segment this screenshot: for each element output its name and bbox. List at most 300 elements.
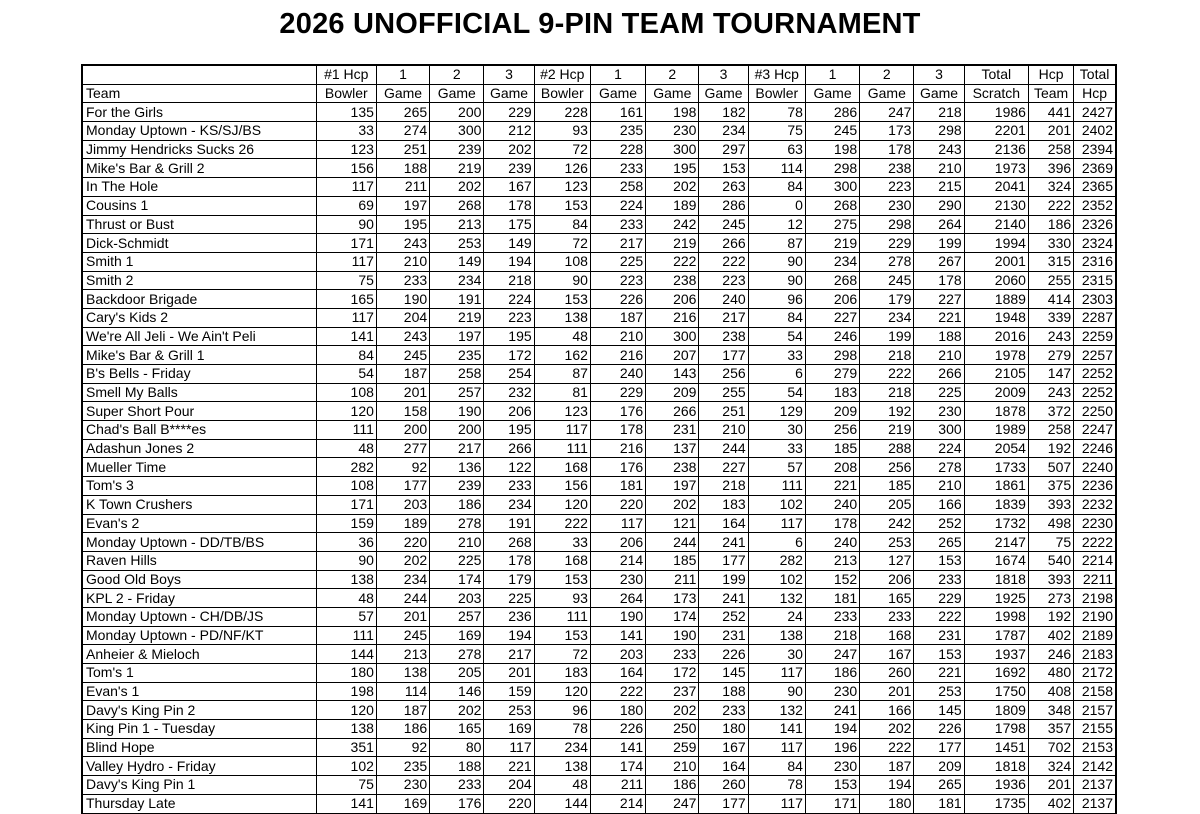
score-cell: 233	[430, 776, 484, 795]
score-cell: 168	[860, 626, 914, 645]
score-cell: 238	[699, 327, 748, 346]
score-cell: 255	[699, 383, 748, 402]
score-cell: 257	[430, 607, 484, 626]
score-cell: 121	[646, 514, 699, 533]
score-cell: 172	[646, 664, 699, 683]
score-cell: 162	[534, 346, 590, 365]
score-cell: 117	[484, 738, 534, 757]
score-cell: 202	[860, 720, 914, 739]
score-cell: 167	[860, 645, 914, 664]
score-cell: 144	[316, 645, 376, 664]
score-cell: 197	[646, 477, 699, 496]
score-cell: 222	[590, 682, 645, 701]
table-row	[82, 290, 1116, 309]
team-name-cell: Evan's 1	[82, 682, 316, 701]
score-cell: 216	[590, 346, 645, 365]
score-cell: 1732	[964, 514, 1028, 533]
score-cell: 2303	[1074, 290, 1116, 309]
score-cell: 2105	[964, 365, 1028, 384]
score-cell: 153	[534, 290, 590, 309]
score-cell: 93	[534, 122, 590, 141]
score-cell: 234	[430, 271, 484, 290]
score-cell: 290	[914, 196, 964, 215]
score-cell: 233	[590, 215, 645, 234]
score-cell: 132	[748, 589, 805, 608]
score-cell: 147	[1028, 365, 1073, 384]
column-header: Game	[914, 84, 964, 103]
column-header: 1	[590, 65, 645, 84]
score-cell: 197	[376, 196, 429, 215]
score-cell: 2365	[1074, 178, 1116, 197]
score-cell: 187	[860, 757, 914, 776]
score-cell: 242	[860, 514, 914, 533]
score-cell: 258	[430, 365, 484, 384]
score-cell: 2222	[1074, 533, 1116, 552]
table-row	[82, 439, 1116, 458]
score-cell: 169	[376, 794, 429, 813]
team-name-cell: Monday Uptown - KS/SJ/BS	[82, 122, 316, 141]
score-cell: 48	[534, 776, 590, 795]
score-cell: 54	[316, 365, 376, 384]
score-cell: 225	[430, 551, 484, 570]
score-cell: 145	[699, 664, 748, 683]
score-cell: 2155	[1074, 720, 1116, 739]
score-cell: 2183	[1074, 645, 1116, 664]
score-cell: 141	[748, 720, 805, 739]
score-cell: 194	[484, 252, 534, 271]
score-cell: 278	[914, 458, 964, 477]
score-cell: 171	[316, 234, 376, 253]
column-header: Team	[82, 84, 316, 103]
table-row	[82, 252, 1116, 271]
score-cell: 177	[699, 346, 748, 365]
score-cell: 498	[1028, 514, 1073, 533]
score-cell: 251	[699, 402, 748, 421]
score-cell: 75	[1028, 533, 1073, 552]
table-row	[82, 776, 1116, 795]
team-name-cell: Davy's King Pin 2	[82, 701, 316, 720]
score-cell: 372	[1028, 402, 1073, 421]
team-name-cell: Thursday Late	[82, 794, 316, 813]
score-cell: 228	[590, 140, 645, 159]
table-row	[82, 607, 1116, 626]
score-cell: 191	[484, 514, 534, 533]
team-name-cell: Jimmy Hendricks Sucks 26	[82, 140, 316, 159]
score-cell: 2247	[1074, 421, 1116, 440]
score-cell: 141	[316, 327, 376, 346]
score-cell: 702	[1028, 738, 1073, 757]
team-name-cell: Monday Uptown - CH/DB/JS	[82, 607, 316, 626]
score-cell: 258	[1028, 140, 1073, 159]
score-cell: 222	[914, 607, 964, 626]
score-cell: 167	[699, 738, 748, 757]
score-cell: 2287	[1074, 308, 1116, 327]
score-cell: 149	[484, 234, 534, 253]
score-cell: 213	[805, 551, 859, 570]
column-header: Game	[376, 84, 429, 103]
score-cell: 268	[484, 533, 534, 552]
team-name-cell: Mike's Bar & Grill 2	[82, 159, 316, 178]
score-cell: 256	[860, 458, 914, 477]
team-name-cell: Mike's Bar & Grill 1	[82, 346, 316, 365]
table-row	[82, 514, 1116, 533]
score-cell: 192	[860, 402, 914, 421]
score-cell: 152	[805, 570, 859, 589]
score-cell: 396	[1028, 159, 1073, 178]
score-cell: 357	[1028, 720, 1073, 739]
score-cell: 138	[316, 570, 376, 589]
score-cell: 6	[748, 533, 805, 552]
score-cell: 108	[316, 383, 376, 402]
score-cell: 263	[699, 178, 748, 197]
score-cell: 1692	[964, 664, 1028, 683]
score-cell: 211	[590, 776, 645, 795]
team-name-cell: Good Old Boys	[82, 570, 316, 589]
score-cell: 226	[590, 290, 645, 309]
score-cell: 1989	[964, 421, 1028, 440]
score-cell: 253	[430, 234, 484, 253]
score-cell: 279	[1028, 346, 1073, 365]
column-header: Game	[484, 84, 534, 103]
score-cell: 214	[590, 794, 645, 813]
score-cell: 96	[534, 701, 590, 720]
score-cell: 202	[376, 551, 429, 570]
score-cell: 111	[316, 626, 376, 645]
score-cell: 393	[1028, 495, 1073, 514]
score-cell: 213	[430, 215, 484, 234]
score-cell: 275	[805, 215, 859, 234]
score-cell: 2016	[964, 327, 1028, 346]
score-cell: 72	[534, 234, 590, 253]
score-cell: 30	[748, 645, 805, 664]
score-cell: 239	[430, 477, 484, 496]
score-cell: 241	[699, 589, 748, 608]
score-cell: 215	[914, 178, 964, 197]
team-name-cell: Valley Hydro - Friday	[82, 757, 316, 776]
score-cell: 195	[484, 421, 534, 440]
score-cell: 166	[860, 701, 914, 720]
score-cell: 266	[484, 439, 534, 458]
score-cell: 177	[376, 477, 429, 496]
score-cell: 218	[805, 626, 859, 645]
score-cell: 2259	[1074, 327, 1116, 346]
score-cell: 153	[805, 776, 859, 795]
score-cell: 231	[646, 421, 699, 440]
score-cell: 189	[646, 196, 699, 215]
score-cell: 240	[590, 365, 645, 384]
score-cell: 205	[860, 495, 914, 514]
score-cell: 111	[316, 421, 376, 440]
score-cell: 2394	[1074, 140, 1116, 159]
score-cell: 186	[805, 664, 859, 683]
column-header: 1	[376, 65, 429, 84]
score-cell: 117	[316, 178, 376, 197]
team-name-cell: Dick-Schmidt	[82, 234, 316, 253]
score-cell: 186	[646, 776, 699, 795]
score-cell: 117	[316, 308, 376, 327]
score-cell: 156	[316, 159, 376, 178]
score-cell: 222	[534, 514, 590, 533]
score-cell: 224	[914, 439, 964, 458]
team-name-cell: We're All Jeli - We Ain't Peli	[82, 327, 316, 346]
score-cell: 282	[316, 458, 376, 477]
score-cell: 169	[430, 626, 484, 645]
team-name-cell: Chad's Ball B****es	[82, 421, 316, 440]
score-cell: 2158	[1074, 682, 1116, 701]
score-cell: 2147	[964, 533, 1028, 552]
score-cell: 153	[914, 551, 964, 570]
score-cell: 209	[805, 402, 859, 421]
score-cell: 117	[590, 514, 645, 533]
column-header: Scratch	[964, 84, 1028, 103]
score-cell: 268	[805, 196, 859, 215]
score-cell: 208	[805, 458, 859, 477]
score-cell: 178	[484, 551, 534, 570]
score-cell: 48	[316, 439, 376, 458]
score-cell: 1973	[964, 159, 1028, 178]
score-cell: 132	[748, 701, 805, 720]
score-cell: 2230	[1074, 514, 1116, 533]
score-cell: 161	[590, 103, 645, 122]
page-title: 2026 UNOFFICIAL 9-PIN TEAM TOURNAMENT	[279, 8, 921, 40]
score-cell: 84	[316, 346, 376, 365]
team-name-cell: King Pin 1 - Tuesday	[82, 720, 316, 739]
table-row	[82, 533, 1116, 552]
standings-table	[81, 64, 1117, 814]
score-cell: 164	[699, 514, 748, 533]
score-cell: 256	[805, 421, 859, 440]
score-cell: 258	[590, 178, 645, 197]
table-body	[82, 103, 1116, 813]
score-cell: 1787	[964, 626, 1028, 645]
score-cell: 205	[430, 664, 484, 683]
score-cell: 268	[430, 196, 484, 215]
score-cell: 223	[484, 308, 534, 327]
score-cell: 108	[316, 477, 376, 496]
score-cell: 257	[430, 383, 484, 402]
score-cell: 69	[316, 196, 376, 215]
score-cell: 239	[430, 140, 484, 159]
score-cell: 219	[430, 308, 484, 327]
score-cell: 224	[484, 290, 534, 309]
score-cell: 224	[590, 196, 645, 215]
score-cell: 1809	[964, 701, 1028, 720]
score-cell: 188	[914, 327, 964, 346]
score-cell: 252	[699, 607, 748, 626]
score-cell: 232	[484, 383, 534, 402]
score-cell: 2427	[1074, 103, 1116, 122]
table-row	[82, 140, 1116, 159]
score-cell: 230	[805, 757, 859, 776]
score-cell: 218	[860, 346, 914, 365]
score-cell: 209	[914, 757, 964, 776]
score-cell: 30	[748, 421, 805, 440]
score-cell: 123	[534, 178, 590, 197]
score-cell: 176	[590, 458, 645, 477]
score-cell: 141	[590, 738, 645, 757]
score-cell: 258	[1028, 421, 1073, 440]
score-cell: 216	[590, 439, 645, 458]
score-cell: 2001	[964, 252, 1028, 271]
column-header: Hcp	[1028, 65, 1073, 84]
score-cell: 217	[484, 645, 534, 664]
score-cell: 187	[590, 308, 645, 327]
score-cell: 183	[699, 495, 748, 514]
score-cell: 240	[699, 290, 748, 309]
table-row	[82, 308, 1116, 327]
score-cell: 414	[1028, 290, 1073, 309]
score-cell: 238	[860, 159, 914, 178]
score-cell: 174	[430, 570, 484, 589]
table-row	[82, 122, 1116, 141]
score-cell: 204	[484, 776, 534, 795]
score-cell: 245	[376, 626, 429, 645]
score-cell: 235	[376, 757, 429, 776]
score-cell: 57	[316, 607, 376, 626]
score-cell: 2190	[1074, 607, 1116, 626]
score-cell: 179	[860, 290, 914, 309]
score-cell: 265	[914, 533, 964, 552]
score-cell: 246	[805, 327, 859, 346]
score-cell: 6	[748, 365, 805, 384]
score-cell: 165	[430, 720, 484, 739]
score-cell: 2316	[1074, 252, 1116, 271]
score-cell: 393	[1028, 570, 1073, 589]
score-cell: 102	[748, 495, 805, 514]
table-row	[82, 346, 1116, 365]
team-name-cell: Anheier & Mieloch	[82, 645, 316, 664]
column-header: Game	[805, 84, 859, 103]
score-cell: 253	[914, 682, 964, 701]
score-cell: 2201	[964, 122, 1028, 141]
score-cell: 219	[646, 234, 699, 253]
score-cell: 2352	[1074, 196, 1116, 215]
score-cell: 222	[860, 365, 914, 384]
score-cell: 200	[376, 421, 429, 440]
score-cell: 171	[316, 495, 376, 514]
score-cell: 278	[860, 252, 914, 271]
table-row	[82, 159, 1116, 178]
score-cell: 78	[748, 776, 805, 795]
score-cell: 203	[430, 589, 484, 608]
team-name-cell: Smith 1	[82, 252, 316, 271]
score-cell: 202	[646, 178, 699, 197]
score-cell: 206	[805, 290, 859, 309]
team-name-cell: In The Hole	[82, 178, 316, 197]
score-cell: 221	[484, 757, 534, 776]
score-cell: 278	[430, 645, 484, 664]
score-cell: 192	[1028, 607, 1073, 626]
score-cell: 187	[376, 701, 429, 720]
score-cell: 298	[805, 159, 859, 178]
score-cell: 90	[316, 215, 376, 234]
score-cell: 315	[1028, 252, 1073, 271]
score-cell: 190	[646, 626, 699, 645]
score-cell: 127	[860, 551, 914, 570]
score-cell: 231	[699, 626, 748, 645]
score-cell: 221	[805, 477, 859, 496]
score-cell: 210	[914, 159, 964, 178]
score-cell: 288	[860, 439, 914, 458]
score-cell: 233	[699, 701, 748, 720]
score-cell: 207	[646, 346, 699, 365]
score-cell: 190	[590, 607, 645, 626]
score-cell: 241	[805, 701, 859, 720]
column-header: Game	[699, 84, 748, 103]
score-cell: 375	[1028, 477, 1073, 496]
score-cell: 2130	[964, 196, 1028, 215]
score-cell: 238	[646, 271, 699, 290]
score-cell: 2315	[1074, 271, 1116, 290]
score-cell: 0	[748, 196, 805, 215]
table-row	[82, 495, 1116, 514]
score-cell: 219	[805, 234, 859, 253]
score-cell: 229	[484, 103, 534, 122]
score-cell: 167	[484, 178, 534, 197]
table-row	[82, 551, 1116, 570]
score-cell: 230	[860, 196, 914, 215]
score-cell: 177	[699, 794, 748, 813]
table-row	[82, 178, 1116, 197]
score-cell: 117	[748, 514, 805, 533]
score-cell: 300	[646, 327, 699, 346]
score-cell: 198	[805, 140, 859, 159]
score-cell: 192	[1028, 439, 1073, 458]
score-cell: 33	[316, 122, 376, 141]
score-cell: 2402	[1074, 122, 1116, 141]
table-row	[82, 738, 1116, 757]
score-cell: 2252	[1074, 383, 1116, 402]
score-cell: 260	[860, 664, 914, 683]
score-cell: 218	[699, 477, 748, 496]
score-cell: 230	[914, 402, 964, 421]
score-cell: 2257	[1074, 346, 1116, 365]
score-cell: 188	[376, 159, 429, 178]
score-cell: 266	[646, 402, 699, 421]
score-cell: 201	[376, 383, 429, 402]
score-cell: 187	[376, 365, 429, 384]
score-cell: 75	[316, 271, 376, 290]
score-cell: 181	[805, 589, 859, 608]
score-cell: 2198	[1074, 589, 1116, 608]
table-row	[82, 589, 1116, 608]
score-cell: 176	[430, 794, 484, 813]
column-header: 3	[699, 65, 748, 84]
score-cell: 138	[316, 720, 376, 739]
score-cell: 185	[860, 477, 914, 496]
score-cell: 206	[484, 402, 534, 421]
score-cell: 226	[914, 720, 964, 739]
score-cell: 234	[376, 570, 429, 589]
column-header: 2	[646, 65, 699, 84]
score-cell: 172	[484, 346, 534, 365]
score-cell: 84	[748, 757, 805, 776]
team-name-cell: Raven Hills	[82, 551, 316, 570]
team-name-cell: Blind Hope	[82, 738, 316, 757]
score-cell: 153	[534, 570, 590, 589]
score-cell: 339	[1028, 308, 1073, 327]
score-cell: 183	[534, 664, 590, 683]
table-row	[82, 645, 1116, 664]
score-cell: 266	[914, 365, 964, 384]
score-cell: 206	[590, 533, 645, 552]
column-header: 1	[805, 65, 859, 84]
score-cell: 1998	[964, 607, 1028, 626]
score-cell: 194	[484, 626, 534, 645]
score-cell: 2246	[1074, 439, 1116, 458]
score-cell: 2054	[964, 439, 1028, 458]
score-cell: 2232	[1074, 495, 1116, 514]
